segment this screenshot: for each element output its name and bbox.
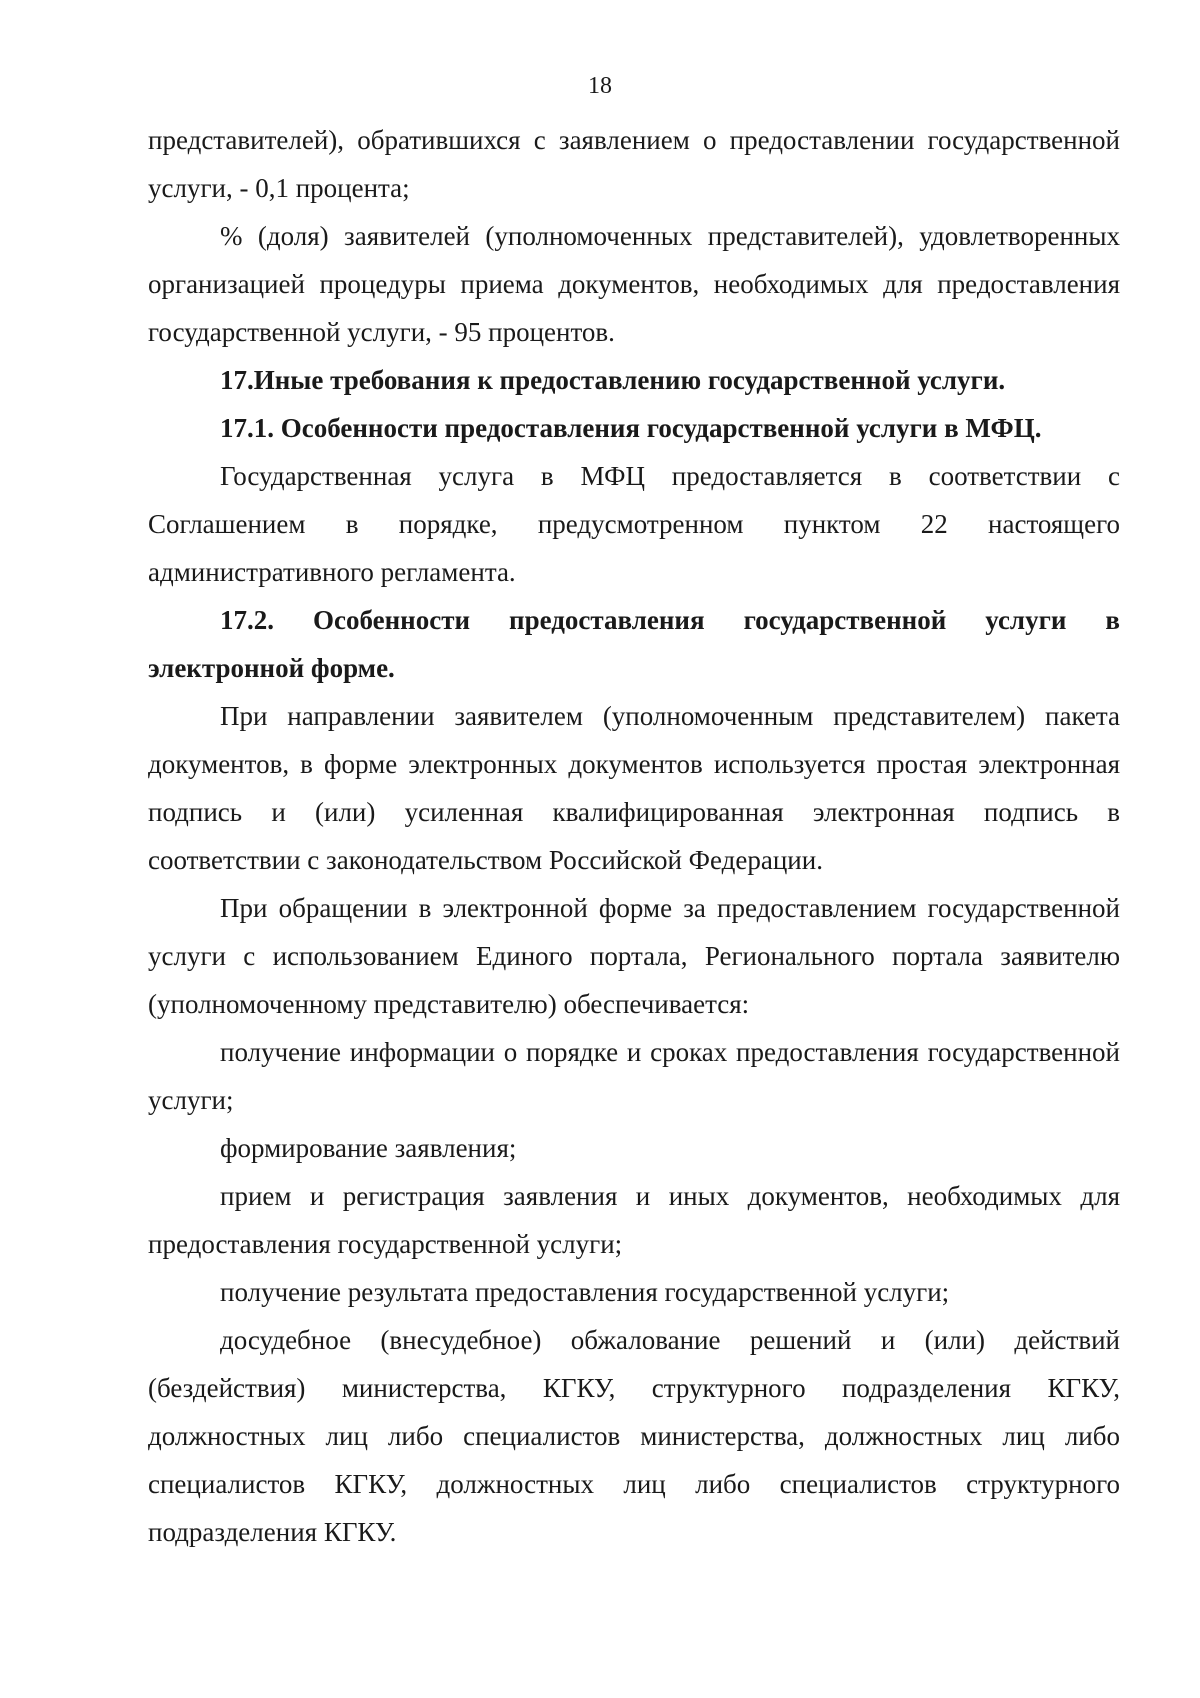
section-heading-17: 17.Иные требования к предоставлению государственной услуги. [220,365,1006,395]
paragraph-electronic-signature: При направлении заявителем (уполномоченным представителем) пакета документов, в форме электронных документов используется простая электронная подпись и (или) усиленная квалифицированная электронная подпись в соответствии с законодательством Российской Федерации. [148,701,1120,875]
paragraph-satisfaction-share: % (доля) заявителей (уполномоченных представителей), удовлетворенных организацией процедуры приема документов, необходимых для предоставления государственной услуги, - 95 процентов. [148,221,1120,347]
list-item-appeal: досудебное (внесудебное) обжалование решений и (или) действий (бездействия) министерства, КГКУ, структурного подразделения КГКУ, должностных лиц либо специалистов министерства, должностных лиц либо специалистов КГКУ, должностных лиц либо специалистов структурного подразделения КГКУ. [148,1325,1120,1547]
document-body [148,116,1120,1556]
list-item-information: получение информации о порядке и сроках предоставления государственной услуги; [148,1037,1120,1115]
list-item-application-forming: формирование заявления; [220,1133,517,1163]
paragraph-continuation: представителей), обратившихся с заявлением о предоставлении государственной услуги, - 0,1 процента; [148,125,1120,203]
paragraph-mfc-service: Государственная услуга в МФЦ предоставляется в соответствии с Соглашением в порядке, предусмотренном пунктом 22 настоящего административного регламента. [148,461,1120,587]
list-item-result: получение результата предоставления государственной услуги; [220,1277,950,1307]
section-heading-17-1: 17.1. Особенности предоставления государственной услуги в МФЦ. [220,413,1042,443]
paragraph-electronic-request: При обращении в электронной форме за предоставлением государственной услуги с использованием Единого портала, Регионального портала заявителю (уполномоченному представителю) обеспечивается: [148,893,1120,1019]
list-item-registration: прием и регистрация заявления и иных документов, необходимых для предоставления государственной услуги; [148,1181,1120,1259]
page-number: 18 [588,73,612,99]
section-heading-17-2: 17.2. Особенности предоставления государственной услуги в электронной форме. [148,605,1120,683]
